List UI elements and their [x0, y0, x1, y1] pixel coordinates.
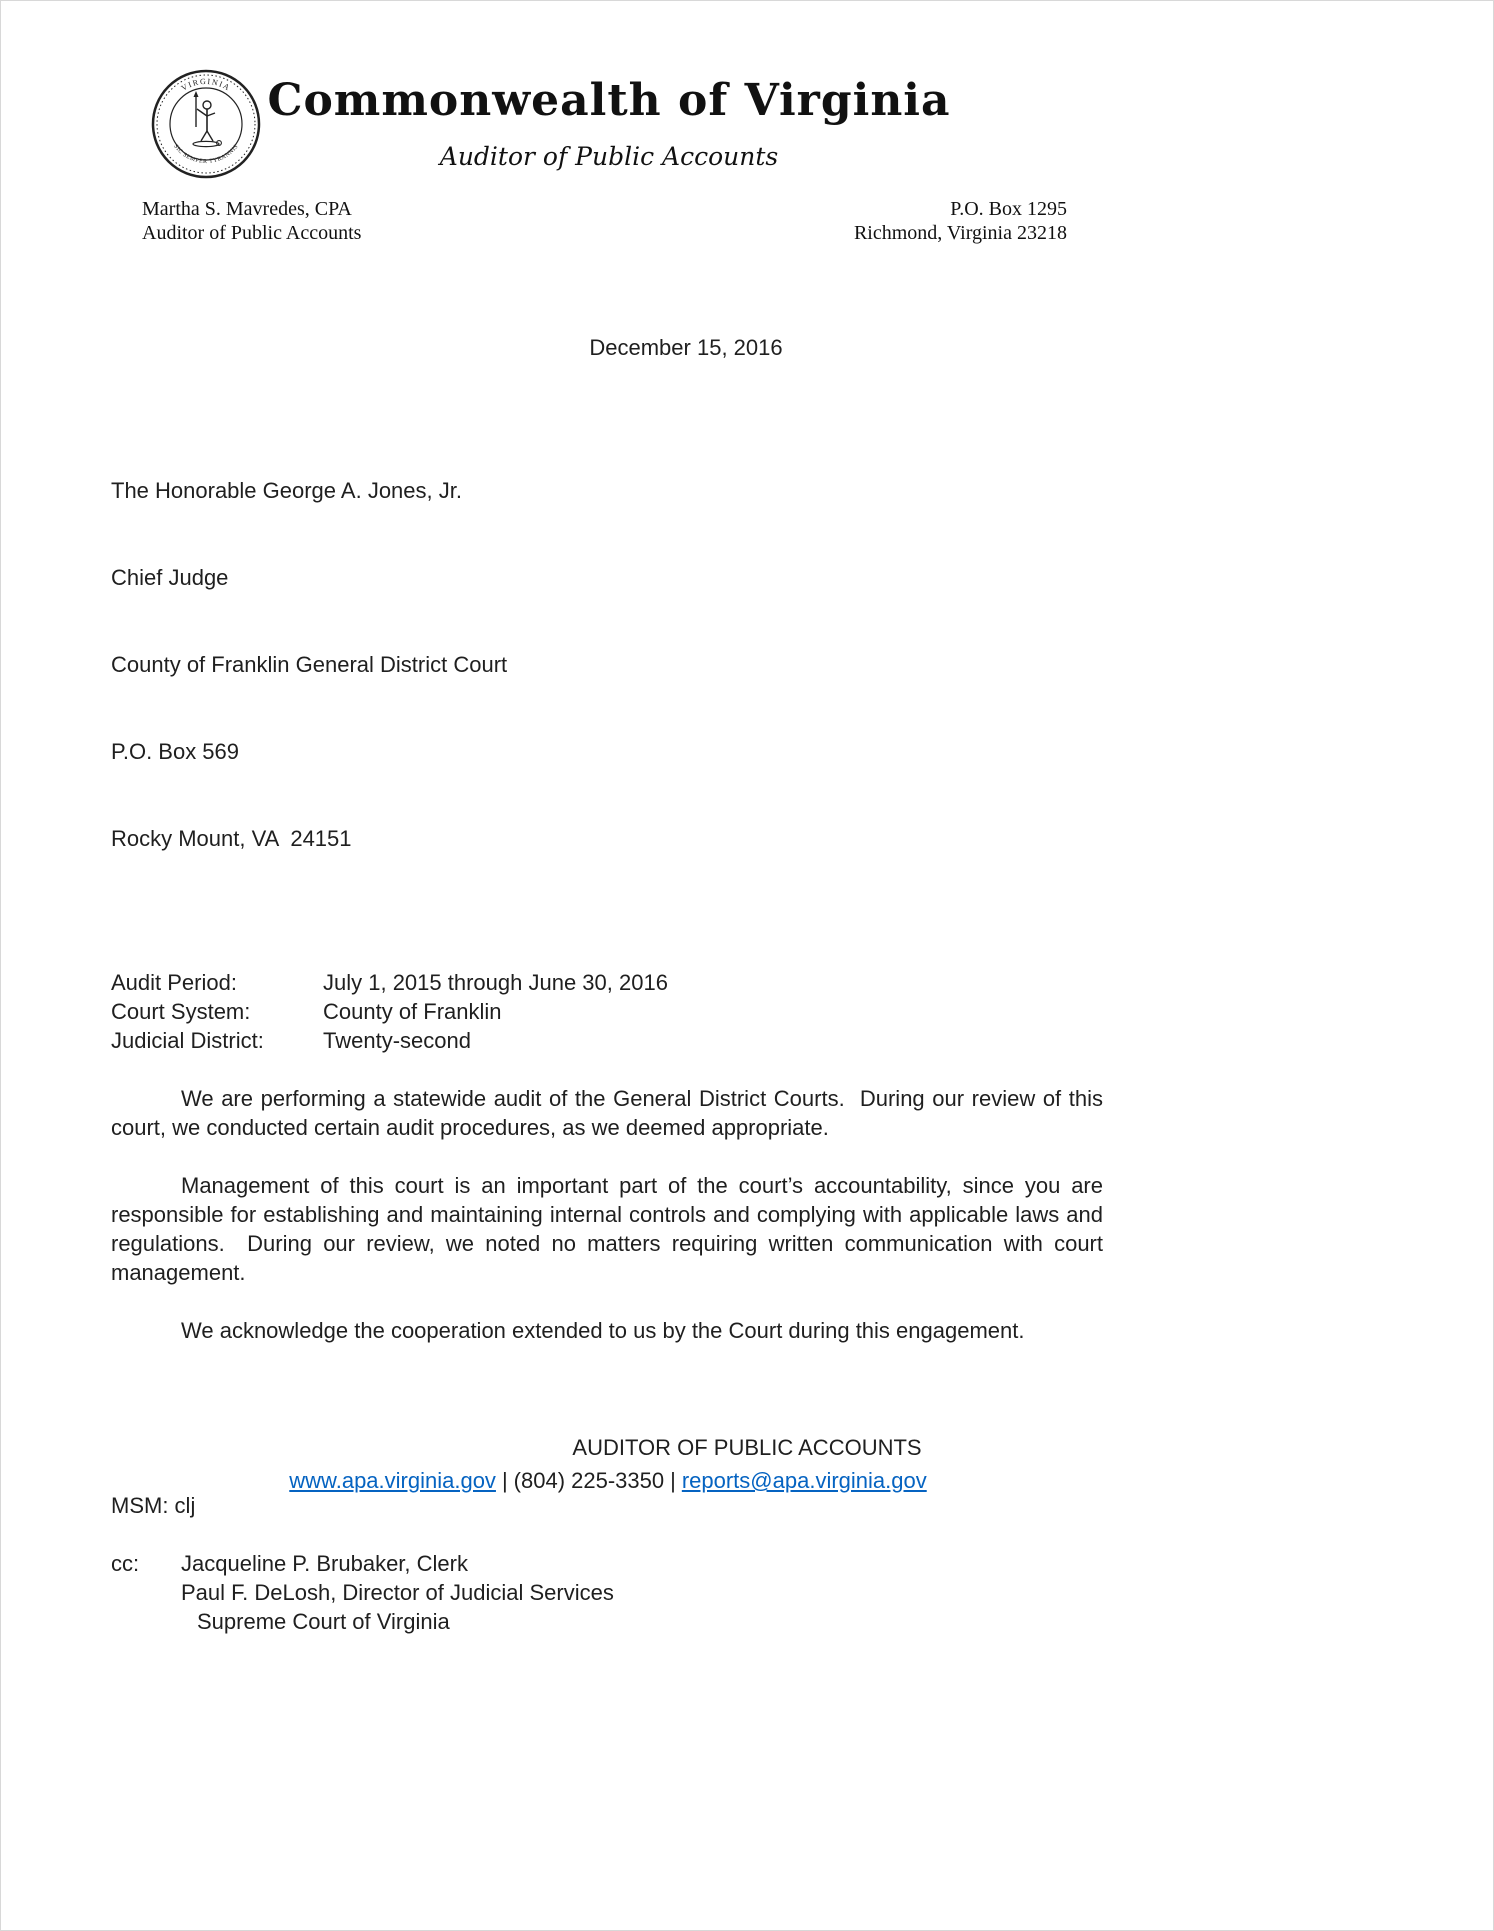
official-name: Martha S. Mavredes, CPA	[142, 198, 352, 220]
audit-details-block	[111, 968, 1103, 1055]
org-title: Commonwealth of Virginia	[267, 75, 951, 126]
letter-paragraph: We are performing a statewide audit of the General District Courts. During our review of this court, we conducted certain audit procedures, as we deemed appropriate.	[111, 1086, 1110, 1140]
court-system-value: County of Franklin	[323, 999, 502, 1024]
letterhead	[1, 1, 1493, 251]
svg-text:VIRGINIA: VIRGINIA	[179, 76, 233, 93]
judicial-district-row	[111, 1026, 1103, 1055]
cc-block	[111, 1549, 1103, 1636]
footer-separator: |	[670, 1468, 676, 1493]
recipient-address-block	[111, 418, 1103, 911]
recipient-city-state-zip: Rocky Mount, VA 24151	[111, 826, 352, 851]
footer-phone: (804) 225-3350	[513, 1468, 665, 1493]
cc-line: Supreme Court of Virginia	[197, 1609, 450, 1634]
official-title: Auditor of Public Accounts	[142, 222, 362, 244]
cc-lines	[181, 1549, 614, 1636]
court-system-label: Court System:	[111, 999, 251, 1024]
reference-initials: MSM: clj	[111, 1493, 196, 1518]
office-po-box: P.O. Box 1295	[950, 198, 1067, 220]
org-subtitle: Auditor of Public Accounts	[439, 142, 779, 171]
recipient-name: The Honorable George A. Jones, Jr.	[111, 478, 462, 503]
audit-period-row	[111, 968, 1103, 997]
cc-line: Jacqueline P. Brubaker, Clerk	[181, 1551, 468, 1576]
recipient-po-box: P.O. Box 569	[111, 739, 240, 764]
official-block	[142, 197, 361, 245]
court-system-row	[111, 997, 1103, 1026]
letter-paragraph: We acknowledge the cooperation extended to us by the Court during this engagement.	[181, 1318, 1025, 1343]
office-address-block	[854, 197, 1067, 245]
footer-separator: |	[501, 1468, 508, 1493]
judicial-district-value: Twenty-second	[323, 1028, 471, 1053]
footer-email-link[interactable]: reports@apa.virginia.gov	[681, 1468, 927, 1493]
letter-date: December 15, 2016	[589, 335, 783, 360]
closing-signature-line: AUDITOR OF PUBLIC ACCOUNTS	[572, 1435, 922, 1460]
cc-label: cc:	[111, 1551, 140, 1576]
audit-period-value: July 1, 2015 through June 30, 2016	[323, 970, 668, 995]
footer-website-link[interactable]: www.apa.virginia.gov	[289, 1468, 496, 1493]
letterhead-title-block	[1, 77, 1217, 171]
svg-text:SIC SEMPER TYRANNIS: SIC SEMPER TYRANNIS	[172, 143, 240, 166]
judicial-district-label: Judicial District:	[111, 1028, 264, 1053]
recipient-title: Chief Judge	[111, 565, 229, 590]
letter-paragraph: Management of this court is an important part of the court’s accountability, since you are responsible for establishing and maintaining internal controls and complying with applicable laws and regulations. During our review, we noted no matters requiring written communication with court management.	[111, 1173, 1110, 1285]
audit-period-label: Audit Period:	[111, 970, 237, 995]
recipient-court: County of Franklin General District Court	[111, 652, 508, 677]
cc-line: Paul F. DeLosh, Director of Judicial Services	[181, 1580, 614, 1605]
office-city-state-zip: Richmond, Virginia 23218	[853, 222, 1067, 244]
letter-footer	[111, 1466, 1105, 1495]
letter-body	[111, 333, 1110, 1636]
letter-paragraphs	[111, 1084, 1110, 1345]
